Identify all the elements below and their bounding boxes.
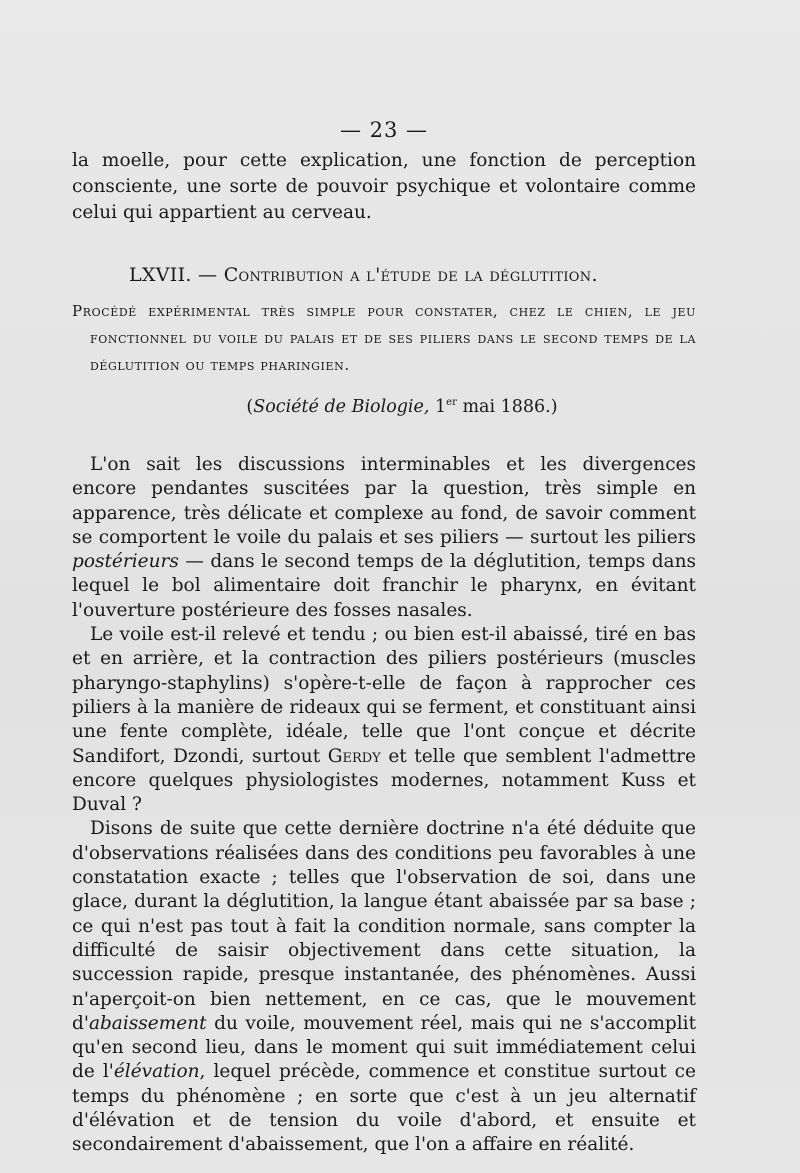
paragraph-2 — [72, 623, 696, 817]
paragraph-2-text-b: et telle que semblent l'admettre encore quelques physiologistes modernes, notamment Kuss et Duval ? — [72, 745, 696, 816]
page-content — [72, 118, 696, 1158]
citation-open: ( — [246, 397, 254, 417]
section-heading — [72, 264, 696, 286]
paragraph-1-text-a: L'on sait les discussions interminables et les divergences encore pendantes suscitées par la question, très simple en apparence, très délicate et complexe au fond, de savoir comment se comportent le voile du palais et ses piliers — surtout les piliers — [72, 454, 696, 548]
paragraph-3-text-a: Disons de suite que cette dernière doctrine n'a été déduite que d'observations réalisées dans des conditions peu favorables à une constatation exacte ; telles que l'observation de soi, dans une glace, durant la déglutition, la langue étant abaissée par sa base ; ce qui n'est pas tout à fait la condition normale, sans compter la difficulté de saisir objectivement dans cette situation, la succession rapide, presque instantanée, des phénomènes. Aussi n'aperçoit-on bien nettement, en ce cas, que le mouvement d' — [72, 818, 696, 1034]
section-number: LXVII. — — [129, 264, 218, 286]
paragraph-3 — [72, 817, 696, 1157]
paragraph-2-text-a: Le voile est-il relevé et tendu ; ou bien est-il abaissé, tiré en bas et en arrière, et la contraction des piliers postérieurs (muscles pharyngo-staphylins) s'opère-t-elle de façon à rapprocher ces piliers à la manière de rideaux qui se ferment, et constituant ainsi une fente complète, idéale, telle que l'ont conçue et décrite Sandifort, Dzondi, surtout — [72, 624, 696, 767]
continuation-paragraph: la moelle, pour cette explication, une fonction de perception consciente, une sorte de pouvoir psychique et volontaire comme celui qui appartient au cerveau. — [72, 150, 696, 223]
paragraph-3-text-c: , lequel précède, commence et constitue surtout ce temps du phénomène ; en sorte que c'est à un jeu alternatif d'élévation et de tension du voile d'abord, et ensuite et secondairement d'abaissement, que l'on a affaire en réalité. — [72, 1061, 696, 1156]
paragraph-3-text-b: du voile, mouvement réel, mais qui ne s'accomplit qu'en second lieu, dans le moment qui suit immédiatement celui de l' — [72, 1012, 696, 1083]
section-subtitle: Procédé expérimental très simple pour constater, chez le chien, le jeu fonctionnel du voile du palais et de ses piliers dans le second temps de la déglutition ou temps pharingien. — [72, 302, 696, 374]
citation-day: 1 — [435, 397, 447, 417]
paragraph-3-emphasis-1: abaissement — [88, 1012, 207, 1034]
citation-superscript: er — [446, 397, 457, 409]
citation — [108, 397, 696, 417]
section-title: Contribution a l'étude de la déglutition. — [223, 264, 598, 286]
paragraph-2-author-name: Gerdy — [327, 745, 381, 767]
citation-date: mai 1886.) — [462, 397, 558, 417]
page-number: — 23 — — [339, 118, 429, 142]
paragraph-1 — [72, 453, 696, 623]
paragraph-1-emphasis: postérieurs — [72, 551, 179, 573]
paragraph-1-text-b: — dans le second temps de la déglutition, temps dans lequel le bol alimentaire doit franchir le pharynx, en évitant l'ouverture postérieure des fosses nasales. — [72, 551, 696, 621]
paragraph-3-emphasis-2: élévation — [113, 1061, 200, 1083]
citation-society: Société de Biologie, — [253, 397, 430, 417]
